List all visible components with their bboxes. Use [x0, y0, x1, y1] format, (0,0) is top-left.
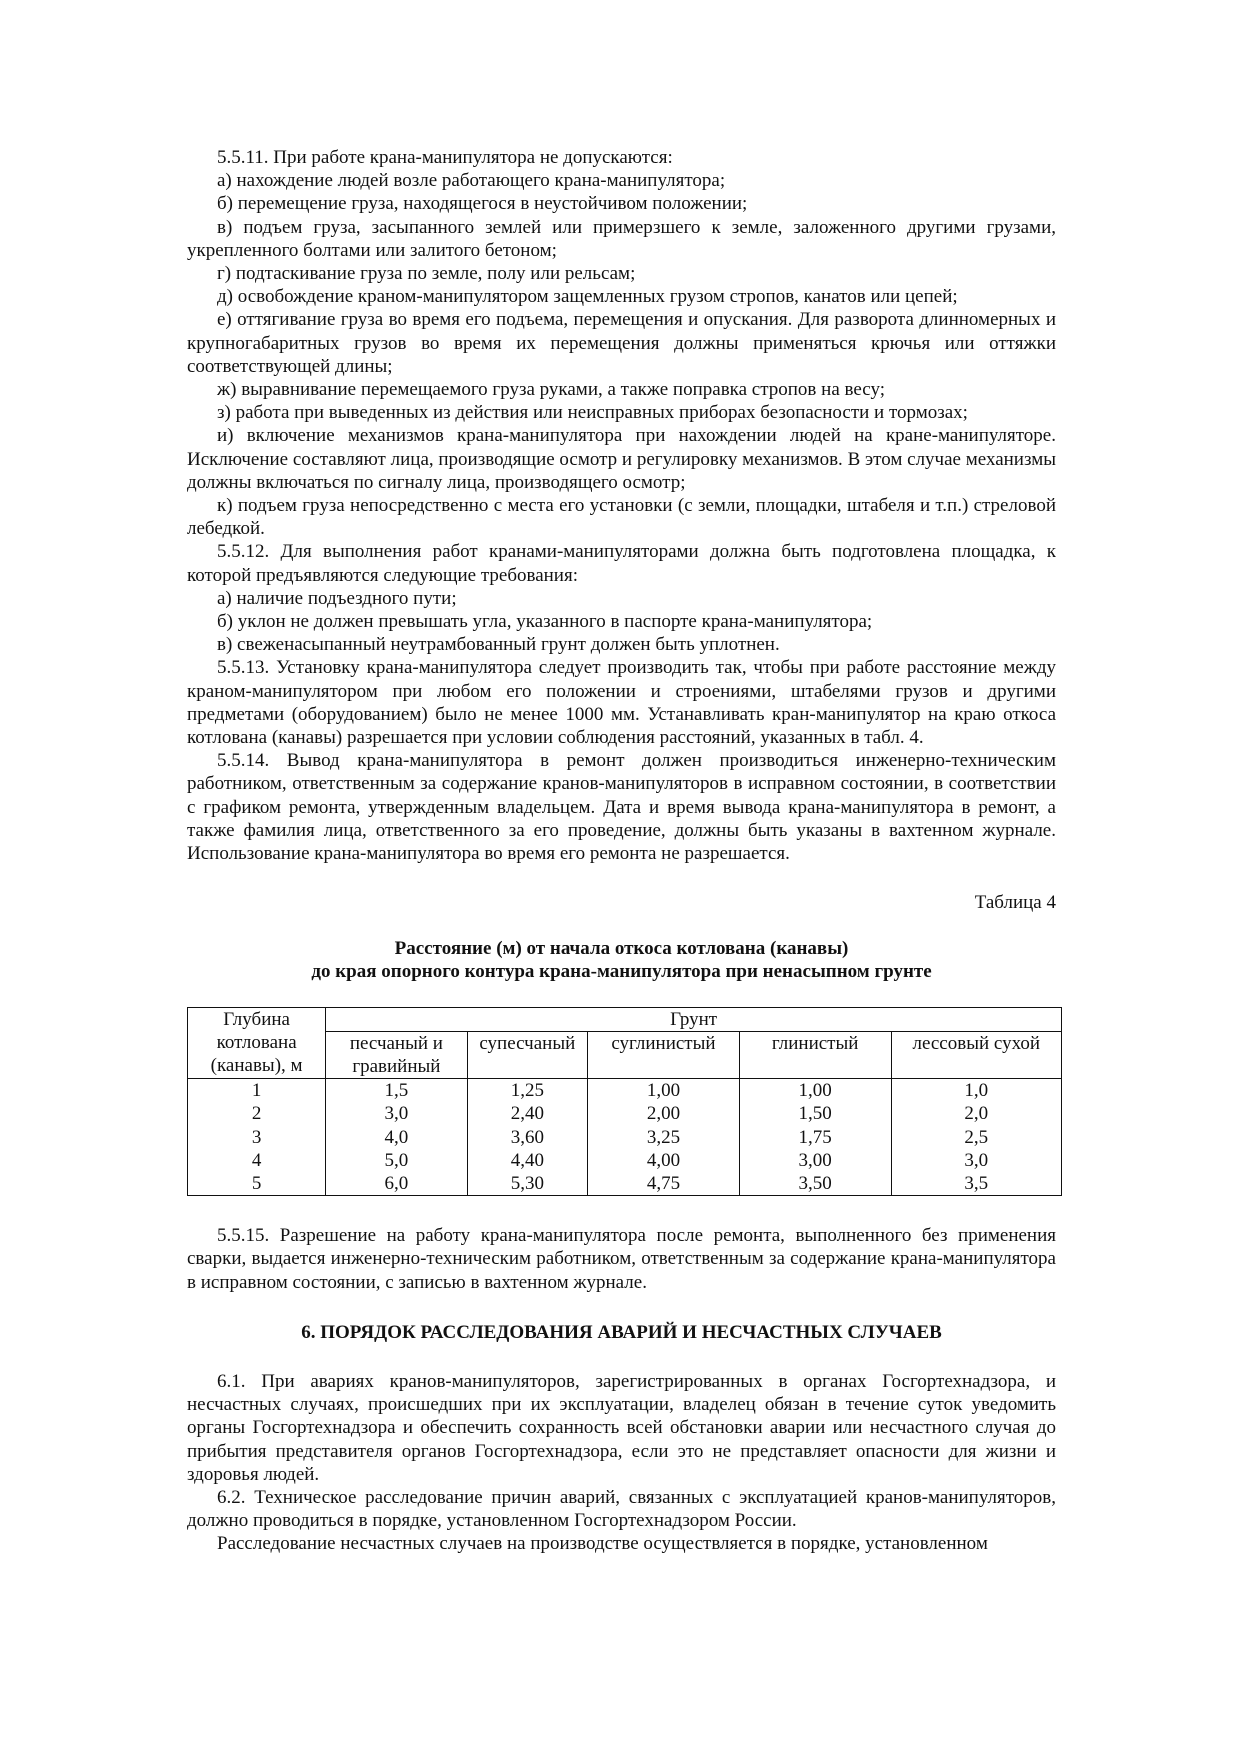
- table-cell: 4,0: [326, 1126, 467, 1149]
- soil-header: суглинистый: [588, 1031, 740, 1078]
- depth-header-line: Глубина: [223, 1008, 290, 1030]
- table-cell: 5: [188, 1172, 326, 1196]
- table-cell: 2: [188, 1102, 326, 1125]
- table-row: [188, 1149, 1062, 1172]
- table-cell: 1,50: [739, 1102, 891, 1125]
- depth-header-cell: [188, 1007, 326, 1079]
- table-cell: 1,00: [588, 1079, 740, 1103]
- table-cell: 3,25: [588, 1126, 740, 1149]
- paragraph: 5.5.14. Вывод крана-манипулятора в ремонт должен производиться инженерно-техническим работником, ответственным за содержание кранов-манипуляторов в исправном состоянии, в соответствии с графиком ремонта, утвержденным владельцем. Дата и время вывода крана-манипулятора в ремонт, а также фамилия лица, ответственного за его проведение, должны быть указаны в вахтенном журнале. Использование крана-манипулятора во время его ремонта не разрешается.: [187, 750, 1056, 865]
- table-cell: 2,00: [588, 1102, 740, 1125]
- table-title-line: до края опорного контура крана-манипулятора при ненасыпном грунте: [311, 961, 932, 982]
- paragraph: з) работа при выведенных из действия или неисправных приборах безопасности и тормозах;: [217, 402, 968, 424]
- soil-header: глинистый: [739, 1031, 891, 1078]
- table-cell: 2,0: [891, 1102, 1061, 1125]
- paragraph: д) освобождение краном-манипулятором защемленных грузом стропов, канатов или цепей;: [217, 286, 958, 308]
- paragraph: б) уклон не должен превышать угла, указанного в паспорте крана-манипулятора;: [217, 611, 873, 633]
- table-cell: 6,0: [326, 1172, 467, 1196]
- section-5-5-11: [187, 146, 1056, 865]
- distance-table: [187, 1007, 1062, 1197]
- section-6: [187, 1370, 1056, 1556]
- soil-header: супесчаный: [467, 1031, 588, 1078]
- paragraph: 5.5.13. Установку крана-манипулятора следует производить так, чтобы при работе расстояние между краном-манипулятором при любом его положении и строениями, штабелями грузов и другими предметами (оборудованием) было не менее 1000 мм. Устанавливать кран-манипулятор на краю откоса котлована (канавы) разрешается при условии соблюдения расстояний, указанных в табл. 4.: [187, 657, 1056, 749]
- soil-header: лессовый сухой: [891, 1031, 1061, 1078]
- table-row: [188, 1172, 1062, 1196]
- paragraph: г) подтаскивание груза по земле, полу или рельсам;: [217, 263, 636, 285]
- paragraph: а) наличие подъездного пути;: [217, 587, 457, 609]
- document-page: [187, 146, 1056, 1556]
- table-cell: 5,0: [326, 1149, 467, 1172]
- table-cell: 4,00: [588, 1149, 740, 1172]
- table-cell: 3: [188, 1126, 326, 1149]
- table-cell: 1,00: [739, 1079, 891, 1103]
- table-cell: 3,0: [326, 1102, 467, 1125]
- table-cell: 4,75: [588, 1172, 740, 1196]
- table-cell: 1,25: [467, 1079, 588, 1103]
- table-row: [188, 1102, 1062, 1125]
- table-cell: 3,00: [739, 1149, 891, 1172]
- table-cell: 5,30: [467, 1172, 588, 1196]
- section-5-5-15: [187, 1224, 1056, 1294]
- depth-header-line: (канавы), м: [210, 1054, 303, 1076]
- table-row: [188, 1079, 1062, 1103]
- paragraph: а) нахождение людей возле работающего крана-манипулятора;: [217, 170, 726, 192]
- section-heading: 6. ПОРЯДОК РАССЛЕДОВАНИЯ АВАРИЙ И НЕСЧАСТНЫХ СЛУЧАЕВ: [301, 1321, 942, 1343]
- soil-header: песчаный и гравийный: [326, 1031, 467, 1078]
- table-cell: 2,40: [467, 1102, 588, 1125]
- paragraph: 6.2. Техническое расследование причин аварий, связанных с эксплуатацией кранов-манипуляторов, должно проводиться в порядке, установленном Госгортехнадзором России.: [187, 1486, 1056, 1532]
- table-cell: 4,40: [467, 1149, 588, 1172]
- table-cell: 3,50: [739, 1172, 891, 1196]
- paragraph: в) свеженасыпанный неутрамбованный грунт должен быть уплотнен.: [217, 634, 780, 656]
- table-title: [187, 937, 1056, 984]
- paragraph: б) перемещение груза, находящегося в неустойчивом положении;: [217, 193, 748, 215]
- paragraph: 6.1. При авариях кранов-манипуляторов, зарегистрированных в органах Госгортехнадзора, и несчастных случаях, происшедших при их эксплуатации, владелец обязан в течение суток уведомить органы Госгортехнадзора и обеспечить сохранность всей обстановки аварии или несчастного случая до прибытия представителя органов Госгортехнадзора, если это не представляет опасности для жизни и здоровья людей.: [187, 1370, 1056, 1485]
- paragraph: 5.5.11. При работе крана-манипулятора не допускаются:: [217, 147, 673, 168]
- paragraph: к) подъем груза непосредственно с места его установки (с земли, площадки, штабеля и т.п.) стреловой лебедкой.: [187, 495, 1056, 540]
- paragraph: 5.5.15. Разрешение на работу крана-манипулятора после ремонта, выполненного без применения сварки, выдается инженерно-техническим работником, ответственным за содержание крана-манипулятора в исправном состоянии, с записью в вахтенном журнале.: [187, 1225, 1056, 1293]
- paragraph: Расследование несчастных случаев на производстве осуществляется в порядке, установленном: [217, 1533, 988, 1555]
- paragraph: ж) выравнивание перемещаемого груза руками, а также поправка стропов на весу;: [217, 379, 885, 401]
- table-cell: 1,5: [326, 1079, 467, 1103]
- table-row: [188, 1126, 1062, 1149]
- table-cell: 2,5: [891, 1126, 1061, 1149]
- table-cell: 1,0: [891, 1079, 1061, 1103]
- table-cell: 3,60: [467, 1126, 588, 1149]
- soil-group-header: Грунт: [326, 1007, 1062, 1031]
- paragraph: е) оттягивание груза во время его подъема, перемещения и опускания. Для разворота длинномерных и крупногабаритных грузов во время их перемещения должны применяться крючья или оттяжки соответствующей длины;: [187, 309, 1056, 377]
- table-title-line: Расстояние (м) от начала откоса котлована (канавы): [394, 937, 849, 959]
- table-cell: 3,5: [891, 1172, 1061, 1196]
- paragraph: и) включение механизмов крана-манипулятора при нахождении людей на кране-манипуляторе. Исключение составляют лица, производящие осмотр и регулировку механизмов. В этом случае механизмы должны включаться по сигналу лица, производящего осмотр;: [187, 425, 1056, 493]
- depth-header-line: котлована: [216, 1031, 297, 1053]
- table-cell: 4: [188, 1149, 326, 1172]
- table-cell: 3,0: [891, 1149, 1061, 1172]
- paragraph: в) подъем груза, засыпанного землей или примерзшего к земле, заложенного другими грузами, укрепленного болтами или залитого бетоном;: [187, 216, 1056, 261]
- table-cell: 1,75: [739, 1126, 891, 1149]
- table-label: Таблица 4: [974, 892, 1056, 914]
- table-cell: 1: [188, 1079, 326, 1103]
- paragraph: 5.5.12. Для выполнения работ кранами-манипуляторами должна быть подготовлена площадка, к которой предъявляются следующие требования:: [187, 541, 1056, 586]
